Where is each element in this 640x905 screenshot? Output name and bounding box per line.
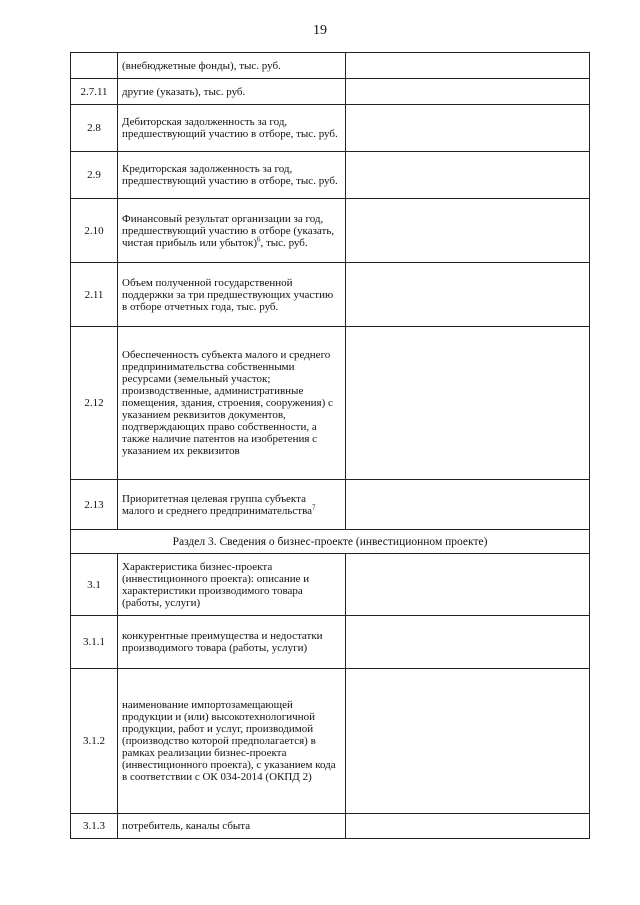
value-cell[interactable] bbox=[346, 105, 590, 152]
row-number: 2.13 bbox=[71, 480, 118, 530]
section-title: Раздел 3. Сведения о бизнес-проекте (инвестиционном проекте) bbox=[71, 530, 590, 554]
table-row bbox=[71, 152, 590, 199]
table-row bbox=[71, 327, 590, 480]
table-row bbox=[71, 79, 590, 105]
table-row bbox=[71, 554, 590, 616]
table-row bbox=[71, 53, 590, 79]
value-cell[interactable] bbox=[346, 199, 590, 263]
row-label: другие (указать), тыс. руб. bbox=[118, 79, 346, 105]
value-cell[interactable] bbox=[346, 79, 590, 105]
row-label: Кредиторская задолженность за год, предшествующий участию в отборе, тыс. руб. bbox=[118, 152, 346, 199]
value-cell[interactable] bbox=[346, 152, 590, 199]
row-label: Дебиторская задолженность за год, предшествующий участию в отборе, тыс. руб. bbox=[118, 105, 346, 152]
row-number: 3.1.1 bbox=[71, 616, 118, 669]
value-cell[interactable] bbox=[346, 814, 590, 839]
value-cell[interactable] bbox=[346, 263, 590, 327]
row-label: наименование импортозамещающей продукции и (или) высокотехнологичной продукции, работ и услуг, производимой (производство которой предполагается) в рамках реализации бизнес-проекта (инвестиционного проекта), с указанием кода в соответствии с ОК 034-2014 (ОКПД 2) bbox=[118, 669, 346, 814]
value-cell[interactable] bbox=[346, 327, 590, 480]
table-row bbox=[71, 814, 590, 839]
footnote-marker: 7 bbox=[312, 502, 316, 511]
value-cell[interactable] bbox=[346, 53, 590, 79]
table-row bbox=[71, 199, 590, 263]
row-label bbox=[118, 199, 346, 263]
row-number: 3.1 bbox=[71, 554, 118, 616]
row-number: 3.1.2 bbox=[71, 669, 118, 814]
row-label: конкурентные преимущества и недостатки производимого товара (работы, услуги) bbox=[118, 616, 346, 669]
row-number: 2.11 bbox=[71, 263, 118, 327]
row-label: Объем полученной государственной поддержки за три предшествующих участию в отборе отчетных года, тыс. руб. bbox=[118, 263, 346, 327]
table-row bbox=[71, 669, 590, 814]
row-number: 2.8 bbox=[71, 105, 118, 152]
row-label-suffix: , тыс. руб. bbox=[260, 236, 308, 249]
row-label: Характеристика бизнес-проекта (инвестиционного проекта): описание и характеристики производимого товара (работы, услуги) bbox=[118, 554, 346, 616]
row-number bbox=[71, 53, 118, 79]
row-number: 3.1.3 bbox=[71, 814, 118, 839]
table-row bbox=[71, 480, 590, 530]
table-row bbox=[71, 616, 590, 669]
row-label: потребитель, каналы сбыта bbox=[118, 814, 346, 839]
table-row bbox=[71, 105, 590, 152]
table-row bbox=[71, 263, 590, 327]
row-label: (внебюджетные фонды), тыс. руб. bbox=[118, 53, 346, 79]
row-number: 2.10 bbox=[71, 199, 118, 263]
value-cell[interactable] bbox=[346, 554, 590, 616]
value-cell[interactable] bbox=[346, 616, 590, 669]
row-label bbox=[118, 480, 346, 530]
row-label: Обеспеченность субъекта малого и среднего предпринимательства собственными ресурсами (земельный участок; производственные, административные помещения, здания, строения, сооружения) с указанием реквизитов документов, подтверждающих право собственности, а также наличие патентов на изобретения с указанием их реквизитов bbox=[118, 327, 346, 480]
page-number: 19 bbox=[313, 23, 327, 38]
row-label-text: Приоритетная целевая группа субъекта малого и среднего предпринимательства bbox=[122, 492, 313, 517]
value-cell[interactable] bbox=[346, 669, 590, 814]
form-table bbox=[70, 52, 590, 839]
row-number: 2.7.11 bbox=[71, 79, 118, 105]
row-number: 2.12 bbox=[71, 327, 118, 480]
row-label-text: Финансовый результат организации за год, предшествующий участию в отборе (указать, чистая прибыль или убыток) bbox=[122, 212, 335, 249]
footnote-marker: 6 bbox=[256, 234, 261, 243]
section-header-row bbox=[71, 530, 590, 554]
value-cell[interactable] bbox=[346, 480, 590, 530]
row-number: 2.9 bbox=[71, 152, 118, 199]
